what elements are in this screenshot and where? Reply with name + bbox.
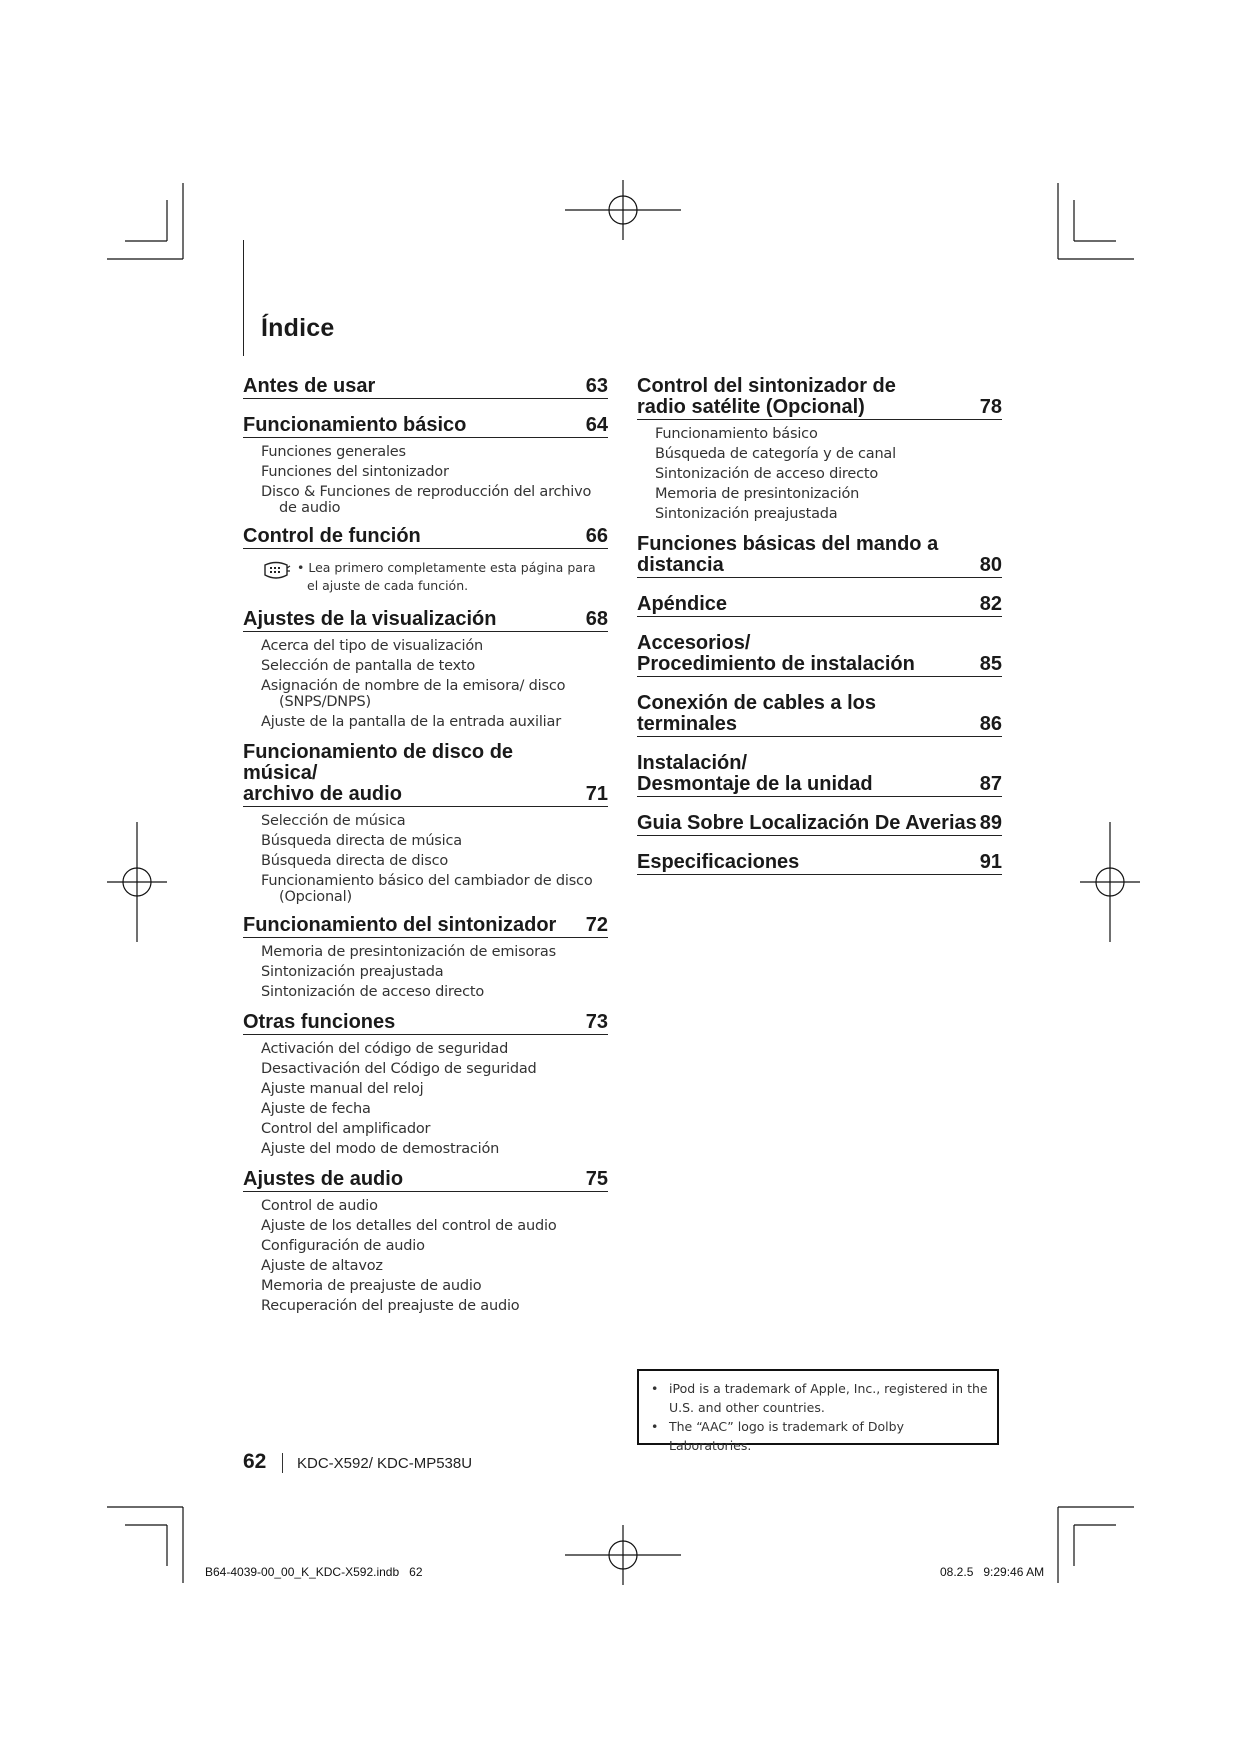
toc-item[interactable]: Acerca del tipo de visualización [261,638,484,654]
toc-item[interactable]: Asignación de nombre de la emisora/ disco (SNPS/DNPS) [261,678,566,710]
toc-item[interactable]: Ajuste del modo de demostración [261,1141,500,1157]
toc-heading-title: Funciones básicas del mando a distancia [637,533,939,576]
toc-heading-page: 72 [585,914,608,936]
toc-heading-title: Accesorios/ Procedimiento de instalación [637,632,915,675]
toc-item[interactable]: Memoria de presintonización [655,486,860,502]
toc-heading-page: 75 [585,1168,608,1190]
toc-heading-title: Apéndice [637,593,728,615]
toc-heading-page: 78 [979,396,1002,418]
toc-item[interactable]: Funcionamiento básico [655,426,818,442]
toc-heading-page: 82 [979,593,1002,615]
toc-section-averias [637,813,1002,836]
toc-items [261,636,608,732]
toc-section-instalacion [637,753,1002,797]
toc-section-otras-funciones [243,1012,608,1159]
toc-section-ajustes-visualizacion [243,609,608,732]
toc-section-funcionamiento-basico [243,415,608,516]
toc-section-ajustes-audio [243,1169,608,1316]
toc-section-apendice [637,594,1002,617]
toc-heading[interactable] [243,1012,608,1035]
toc-heading-title: Antes de usar [243,375,376,397]
toc-item[interactable]: Control de audio [261,1198,378,1214]
toc-item[interactable]: Selección de música [261,813,406,829]
toc-item[interactable]: Búsqueda directa de música [261,833,462,849]
toc-heading-title: Otras funciones [243,1011,396,1033]
toc-heading-title: Funcionamiento del sintonizador [243,914,557,936]
toc-heading-page: 86 [979,713,1002,735]
toc-items [261,1196,608,1316]
toc-heading-page: 80 [979,554,1002,576]
toc-section-accesorios [637,633,1002,677]
toc-item[interactable]: Sintonización de acceso directo [261,984,485,1000]
toc-heading[interactable] [243,376,608,399]
toc-heading[interactable] [637,633,1002,677]
toc-heading[interactable] [637,594,1002,617]
model-name: KDC-X592/ KDC-MP538U [297,1455,473,1472]
toc-section-conexion-cables [637,693,1002,737]
toc-item[interactable]: Funciones del sintonizador [261,464,449,480]
toc-heading-page: 66 [585,525,608,547]
toc-item[interactable]: Ajuste de los detalles del control de audio [261,1218,557,1234]
toc-left-column [243,376,608,1316]
toc-heading[interactable] [637,852,1002,875]
toc-heading[interactable] [637,813,1002,836]
toc-heading[interactable] [243,609,608,632]
title-bar [243,240,244,356]
toc-item[interactable]: Búsqueda directa de disco [261,853,449,869]
toc-heading-title: Funcionamiento de disco de música/ archivo de audio [243,741,514,805]
toc-item[interactable]: Ajuste de altavoz [261,1258,383,1274]
toc-item[interactable]: Sintonización de acceso directo [655,466,879,482]
toc-heading-page: 85 [979,653,1002,675]
toc-items [261,1039,608,1159]
toc-items [261,442,608,516]
toc-items [655,424,1002,524]
toc-heading-page: 71 [585,783,608,805]
toc-heading-title: Instalación/ Desmontaje de la unidad [637,752,873,795]
toc-section-antes-de-usar [243,376,608,399]
toc-heading-page: 68 [585,608,608,630]
toc-heading[interactable] [243,415,608,438]
toc-item[interactable]: Sintonización preajustada [655,506,838,522]
print-datetime: 08.2.5 9:29:46 AM [940,1565,1045,1579]
toc-section-radio-satelite [637,376,1002,524]
toc-heading-page: 91 [979,851,1002,873]
toc-item[interactable]: Selección de pantalla de texto [261,658,476,674]
toc-heading-title: Funcionamiento básico [243,414,467,436]
toc-heading[interactable] [637,376,1002,420]
toc-heading[interactable] [637,693,1002,737]
toc-heading[interactable] [637,534,1002,578]
function-note [261,559,608,595]
toc-heading-title: Especificaciones [637,851,800,873]
toc-item[interactable]: Ajuste manual del reloj [261,1081,424,1097]
toc-section-mando-distancia [637,534,1002,578]
print-file-info: B64-4039-00_00_K_KDC-X592.indb 62 [205,1565,423,1579]
toc-section-disco-musica [243,742,608,905]
toc-item[interactable]: Memoria de presintonización de emisoras [261,944,556,960]
footer-divider [282,1453,283,1473]
toc-item[interactable]: Disco & Funciones de reproducción del archivo de audio [261,484,592,516]
toc-heading-page: 63 [585,375,608,397]
toc-items [261,942,608,1002]
toc-item[interactable]: Recuperación del preajuste de audio [261,1298,520,1314]
page-number: 62 [243,1450,267,1473]
toc-item[interactable]: Desactivación del Código de seguridad [261,1061,537,1077]
toc-item[interactable]: Funciones generales [261,444,406,460]
toc-section-sintonizador [243,915,608,1002]
toc-heading-title: Conexión de cables a los terminales [637,692,876,735]
toc-heading-page: 89 [979,812,1002,834]
toc-heading-title: Control del sintonizador de radio satélite (Opcional) [637,375,896,418]
function-note-text: • Lea primero completamente esta página para el ajuste de cada función. [297,560,596,593]
toc-heading[interactable] [243,915,608,938]
toc-heading[interactable] [243,526,608,549]
trademark-box [637,1369,999,1453]
toc-section-control-de-funcion [243,526,608,595]
toc-item[interactable]: Sintonización preajustada [261,964,444,980]
toc-heading-title: Ajustes de la visualización [243,608,497,630]
toc-heading-title: Guia Sobre Localización De Averias [637,812,977,834]
toc-item[interactable]: Ajuste de fecha [261,1101,371,1117]
toc-item[interactable]: Configuración de audio [261,1238,425,1254]
toc-heading[interactable] [637,753,1002,797]
toc-item[interactable]: Ajuste de la pantalla de la entrada auxiliar [261,714,561,730]
toc-heading[interactable] [243,1169,608,1192]
toc-item[interactable]: Control del amplificador [261,1121,431,1137]
trademark-note: • The “AAC” logo is trademark of Dolby Laboratories. [651,1417,989,1455]
trademark-note: • iPod is a trademark of Apple, Inc., registered in the U.S. and other countries. [651,1379,989,1417]
toc-right-column [637,376,1002,875]
toc-item[interactable]: Activación del código de seguridad [261,1041,509,1057]
toc-item[interactable]: Memoria de preajuste de audio [261,1278,482,1294]
toc-section-especificaciones [637,852,1002,875]
toc-heading-title: Ajustes de audio [243,1168,404,1190]
toc-item[interactable]: Búsqueda de categoría y de canal [655,446,896,462]
toc-heading-page: 64 [585,414,608,436]
toc-items [261,811,608,905]
page-title: Índice [261,314,335,342]
remote-control-icon [261,559,291,583]
toc-heading-page: 87 [979,773,1002,795]
toc-item[interactable]: Funcionamiento básico del cambiador de disco (Opcional) [261,873,593,905]
toc-heading[interactable] [243,742,608,807]
toc-heading-title: Control de función [243,525,421,547]
toc-heading-page: 73 [585,1011,608,1033]
